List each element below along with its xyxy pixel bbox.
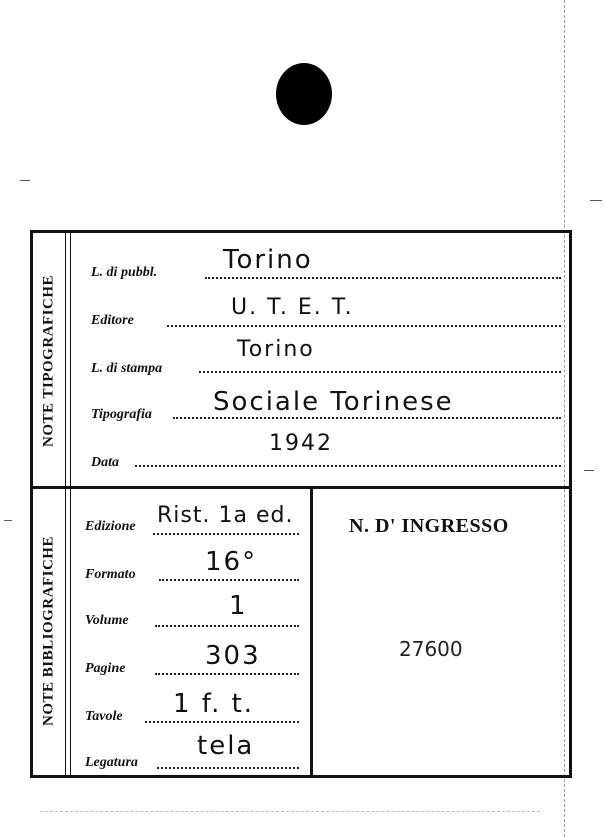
side-rule	[67, 489, 71, 775]
dotted-line	[157, 767, 299, 769]
note-bibliografiche-title: NOTE BIBLIOGRAFICHE	[40, 536, 57, 726]
field-tavole	[85, 707, 123, 725]
ingresso-label: N. D' INGRESSO	[349, 515, 509, 537]
speck	[20, 180, 30, 181]
field-label: Pagine	[85, 661, 126, 676]
dotted-line	[145, 721, 299, 723]
field-label: L. di stampa	[91, 361, 163, 376]
punch-hole	[276, 63, 332, 125]
dotted-line	[135, 465, 561, 467]
field-label: Legatura	[85, 755, 138, 770]
handwritten-value: 1 f. t.	[173, 689, 255, 719]
field-label: Tavole	[85, 709, 123, 724]
handwritten-value: 16°	[205, 547, 258, 577]
dotted-line	[155, 625, 299, 627]
side-rule	[67, 233, 71, 486]
dotted-line	[205, 277, 561, 279]
note-tipografiche-section	[33, 233, 569, 489]
field-edizione	[85, 517, 136, 535]
ingresso-number: 27600	[399, 637, 463, 661]
field-luogo-pubblicazione	[91, 263, 157, 281]
dotted-line	[159, 579, 299, 581]
section-side-band	[33, 233, 66, 486]
field-label: L. di pubbl.	[91, 265, 158, 280]
handwritten-value: Torino	[237, 337, 315, 362]
field-formato	[85, 565, 136, 583]
field-label: Edizione	[85, 519, 136, 534]
speck	[40, 810, 540, 812]
field-label: Tipografia	[91, 407, 152, 422]
handwritten-value: Torino	[223, 245, 313, 275]
field-luogo-stampa	[91, 359, 162, 377]
handwritten-value: 1	[229, 591, 248, 621]
field-volume	[85, 611, 129, 629]
field-pagine	[85, 659, 125, 677]
note-tipografiche-title: NOTE TIPOGRAFICHE	[40, 275, 57, 447]
speck	[584, 470, 594, 471]
dotted-line	[155, 673, 299, 675]
vertical-divider	[310, 489, 313, 775]
field-label: Data	[91, 455, 119, 470]
dotted-line	[167, 325, 561, 327]
handwritten-value: Sociale Torinese	[213, 387, 454, 417]
field-label: Formato	[85, 567, 136, 582]
catalog-card	[30, 230, 572, 778]
handwritten-value: 303	[205, 641, 261, 671]
dotted-line	[173, 417, 561, 419]
section-side-band	[33, 489, 66, 775]
field-legatura	[85, 753, 138, 771]
handwritten-value: U. T. E. T.	[231, 295, 354, 320]
speck	[4, 520, 12, 521]
speck	[590, 200, 602, 201]
field-label: Editore	[91, 313, 134, 328]
dotted-line	[199, 371, 561, 373]
field-data	[91, 453, 119, 471]
field-label: Volume	[85, 613, 129, 628]
field-tipografia	[91, 405, 152, 423]
dotted-line	[153, 533, 299, 535]
field-editore	[91, 311, 134, 329]
handwritten-value: tela	[197, 731, 255, 761]
handwritten-value: 1942	[269, 431, 333, 456]
handwritten-value: Rist. 1a ed.	[157, 503, 294, 528]
